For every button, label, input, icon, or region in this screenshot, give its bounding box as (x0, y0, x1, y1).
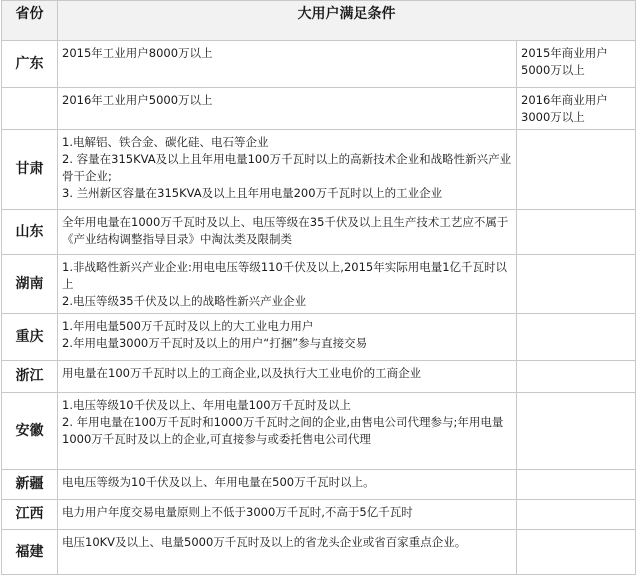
province-cell: 山东 (2, 210, 58, 255)
table-row (2, 255, 636, 314)
condition-text: 2016年工业用户5000万以上 (62, 93, 213, 107)
condition-text: 2015年工业用户8000万以上 (62, 46, 213, 60)
province-cell (2, 88, 58, 130)
extra-condition-text: 3000万以上 (521, 110, 585, 124)
condition-text: 电力用户年度交易电量原则上不低于3000万千瓦时,不高于5亿千瓦时 (62, 505, 413, 519)
condition-text: 全年用电量在1000万千瓦时及以上、电压等级在35千伏及以上且生产技术工艺应不属于《产业结构调整指导目录》中淘汰类及限制类 (62, 215, 509, 246)
table-row (2, 130, 636, 210)
province-cell: 广东 (2, 41, 58, 88)
condition-text: 2. 容量在315KVA及以上且年用电量100万千瓦时以上的高新技术企业和战略性新兴产业骨干企业; (62, 152, 512, 183)
table-row (2, 361, 636, 393)
condition-cell (58, 210, 517, 255)
table-row (2, 314, 636, 361)
condition-cell (58, 361, 517, 393)
condition-text: 2. 年用电量在100万千瓦时和1000万千瓦时之间的企业,由售电公司代理参与;年用电量1000万千瓦时及以上的企业,可直接参与或委托售电公司代理 (62, 415, 504, 446)
extra-condition-cell (517, 88, 636, 130)
extra-condition-text: 5000万以上 (521, 63, 585, 77)
condition-text: 2.年用电量3000万千瓦时及以上的用户“打捆”参与直接交易 (62, 336, 368, 350)
condition-text: 1.电压等级10千伏及以上、年用电量100万千瓦时及以上 (62, 398, 352, 412)
extra-condition-text: 2016年商业用户 (521, 93, 608, 107)
condition-cell (58, 255, 517, 314)
condition-cell (58, 41, 517, 88)
table-row (2, 88, 636, 130)
extra-condition-cell (517, 361, 636, 393)
extra-condition-cell (517, 255, 636, 314)
province-column-header: 省份 (2, 1, 58, 41)
condition-text: 1.年用电量500万千瓦时及以上的大工业电力用户 (62, 319, 314, 333)
province-cell: 甘肃 (2, 130, 58, 210)
extra-condition-cell (517, 314, 636, 361)
extra-condition-cell (517, 393, 636, 470)
extra-condition-cell (517, 530, 636, 575)
condition-text: 电电压等级为10千伏及以上、年用电量在500万千瓦时以上。 (62, 475, 375, 489)
extra-condition-cell (517, 210, 636, 255)
province-cell: 福建 (2, 530, 58, 575)
table-row (2, 530, 636, 575)
condition-text: 电压10KV及以上、电量5000万千瓦时及以上的省龙头企业或省百家重点企业。 (62, 535, 467, 549)
condition-text: 1.非战略性新兴产业企业:用电电压等级110千伏及以上,2015年实际用电量1亿千瓦时以上 (62, 260, 508, 291)
table-row (2, 393, 636, 470)
table-header-row (2, 1, 636, 41)
condition-cell (58, 470, 517, 500)
condition-text: 2.电压等级35千伏及以上的战略性新兴产业企业 (62, 294, 307, 308)
condition-cell (58, 314, 517, 361)
condition-text: 3. 兰州新区容量在315KVA及以上且年用电量200万千瓦时以上的工业企业 (62, 186, 443, 200)
condition-text: 1.电解铝、铁合金、碳化硅、电石等企业 (62, 135, 269, 149)
extra-condition-cell (517, 470, 636, 500)
province-cell: 江西 (2, 500, 58, 530)
condition-cell (58, 130, 517, 210)
province-cell: 新疆 (2, 470, 58, 500)
province-cell: 重庆 (2, 314, 58, 361)
condition-cell (58, 500, 517, 530)
table-body (2, 41, 636, 575)
province-cell: 安徽 (2, 393, 58, 470)
condition-cell (58, 393, 517, 470)
province-cell: 湖南 (2, 255, 58, 314)
table-row (2, 41, 636, 88)
extra-condition-text: 2015年商业用户 (521, 46, 608, 60)
condition-text: 用电量在100万千瓦时以上的工商企业,以及执行大工业电价的工商企业 (62, 366, 422, 380)
table-row (2, 500, 636, 530)
condition-cell (58, 88, 517, 130)
condition-cell (58, 530, 517, 575)
extra-condition-cell (517, 500, 636, 530)
extra-condition-cell (517, 41, 636, 88)
table-row (2, 210, 636, 255)
large-user-conditions-table (1, 0, 636, 575)
extra-condition-cell (517, 130, 636, 210)
province-cell: 浙江 (2, 361, 58, 393)
conditions-column-header: 大用户满足条件 (58, 1, 636, 41)
table-row (2, 470, 636, 500)
